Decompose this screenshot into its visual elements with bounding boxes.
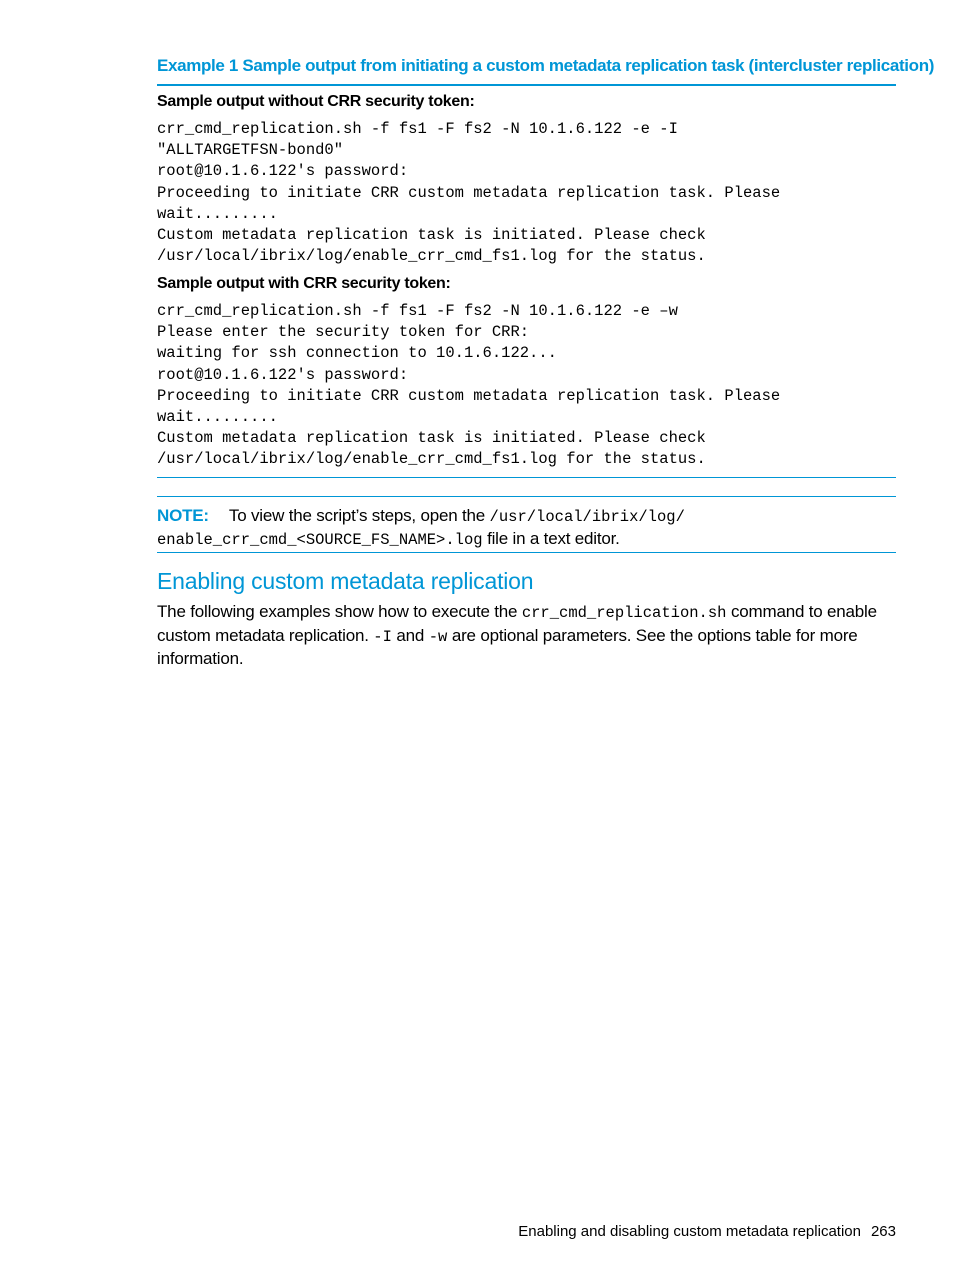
page-number: 263 [870,1223,896,1240]
note-text-after: file in a text editor. [482,529,620,548]
example-end-rule [157,477,896,478]
option-i: -I [373,627,392,646]
example-title-rule [157,84,896,86]
subheading-without-token: Sample output without CRR security token: [157,93,475,110]
para-text-1: The following examples show how to execute the [157,602,522,621]
command-name: crr_cmd_replication.sh [521,604,727,622]
section-heading: Enabling custom metadata replication [157,568,534,594]
para-text-3: and [391,625,429,645]
note-text-before: To view the script’s steps, open the [228,506,490,525]
note-bottom-rule [157,552,896,553]
code-block-with-token: crr_cmd_replication.sh -f fs1 -F fs2 -N 10.1.6.122 -e –w Please enter the security token for CRR: waiting for ssh connection to 10.1.6.122... root@10.1.6.122's password: Proceeding to initiate CRR custom metadata replication task. Please wait......... Custom metadata replication task is initiated. Please check /usr/local/ibrix/log/enable_crr_cmd_fs1.log for the status. [157,302,781,469]
code-block-without-token: crr_cmd_replication.sh -f fs1 -F fs2 -N 10.1.6.122 -e -I "ALLTARGETFSN-bond0" root@10.1.6.122's password: Proceeding to initiate CRR custom metadata replication task. Please wait......... Custom metadata replication task is initiated. Please check /usr/local/ibrix/log/enable_crr_cmd_fs1.log for the status. [157,120,781,266]
note-top-rule [157,496,896,497]
para-text-4: are optional parameters. See the options table for more information. [157,625,858,668]
note-box [157,505,896,551]
para-text-2: command to enable custom metadata replication. [157,602,877,645]
note-log-path: /usr/local/ibrix/log/ enable_crr_cmd_<SOURCE_FS_NAME>.log [157,508,685,549]
page-footer [518,1222,896,1242]
example-title: Example 1 Sample output from initiating a custom metadata replication task (intercluster replication) [157,56,935,75]
subheading-with-token: Sample output with CRR security token: [157,275,451,292]
note-label: NOTE: [157,506,209,525]
option-w: -w [428,627,448,646]
section-paragraph [157,601,896,670]
footer-running-title: Enabling and disabling custom metadata replication [518,1223,861,1240]
